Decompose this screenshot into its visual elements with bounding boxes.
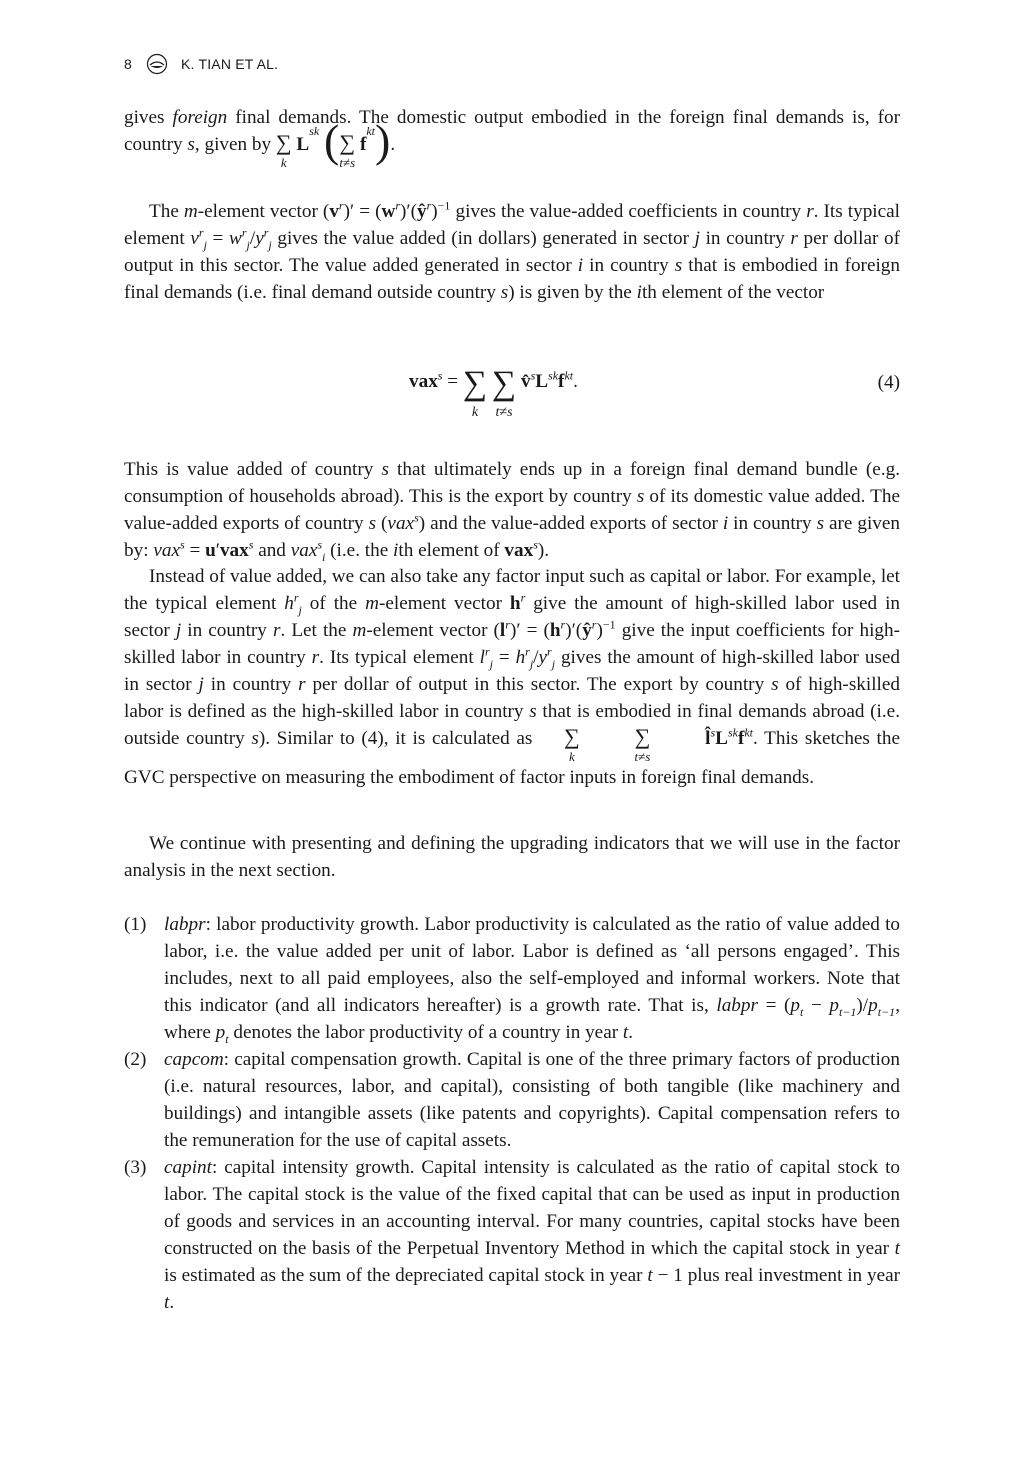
formula-pt: $p_t$: [215, 1022, 229, 1046]
running-header: [124, 53, 278, 75]
formula-vax-bold: vax$^s$).: [504, 537, 550, 561]
formula-h-vector: $h^r$: [509, 590, 526, 614]
formula-vax: vax$^s$ = ∑ k ∑ t≠s $v̂^sL^{sk}f^{kt}$.: [409, 365, 578, 420]
indicator-list: [124, 911, 900, 1316]
formula-typical-element-l: $l^r_j = h^r_j/y^r_j$: [479, 644, 556, 671]
formula-vax-u: vax$^s$ = u′vax$^s$: [153, 537, 254, 561]
paragraph-4: Instead of value added, we can also take any factor input such as capital or labor. For example, let the typical element $h^r_j$ of the m-element vector $h^r$ give the amount of high-skilled labor used in sector j in country r. Let the m-element vector $(l^r)'$ = $(h^r)'(ŷ^r)^{-1}$ give the input coefficients for high-skilled labor in country r. Its typical element $l^r_j = h^r_j/y^r_j$ gives the amount of high-skilled labor used in sector j in country r per dollar of output in this sector. The export by country s of high-skilled labor is defined as the high-skilled labor in country s that is embodied in final demands abroad (i.e. outside country s). Similar to (4), it is calculated as ∑ k ∑ t≠s $l̂^sL^{sk}f^{kt}$ . This sketches the GVC perspective on measuring the embodiment of factor inputs in foreign final demands.: [124, 566, 900, 788]
publisher-logo-icon: [146, 53, 168, 75]
paragraph-5: We continue with presenting and defining the upgrading indicators that we will use in the factor analysis in the next section.: [124, 833, 900, 881]
formula-labpr: labpr = $(p_t - p_{t-1})/p_{t-1}$: [716, 995, 896, 1019]
list-item: (3) capint: capital intensity growth. Capital intensity is calculated as the ratio of capital stock to labor. The capital stock is the value of the fixed capital that can be used as input in production of goods and services in an accounting interval. For many countries, capital stocks have been constructed on the basis of the Perpetual Inventory Method in which the capital stock in year t is estimated as the sum of the depreciated capital stock in year t − 1 plus real investment in year t.: [124, 1157, 900, 1313]
formula-typical-element-v: $v^r_j = w^r_j/y^r_j$: [190, 225, 272, 252]
paragraph-3: This is value added of country s that ultimately ends up in a foreign final demand bundle (e.g. consumption of households abroad). This is the export by country s of its domestic value added. The value-added exports of country s (vax$^s$) and the value-added exports of sector i in country s are given by: vax$^s$ = u′vax$^s$ and vax$^s_i$ (i.e. the ith element of vax$^s$).: [124, 459, 901, 564]
list-item: (1) labpr: labor productivity growth. Labor productivity is calculated as the ratio of value added to labor, i.e. the value added per unit of labor. Labor is defined as ‘all persons engaged’. This includes, next to all paid employees, also the self-employed and informal workers. Note that this indicator (and all indicators hereafter) is a growth rate. That is, labpr = $(p_t - p_{t-1})/p_{t-1}$, where $p_t$ denotes the labor productivity of a country in year t.: [124, 914, 900, 1046]
list-item: (2) capcom: capital compensation growth. Capital is one of the three primary factors of production (i.e. natural resources, labor, and capital), consisting of both tangible (like machinery and buildings) and intangible assets (like patents and copyrights). Capital compensation refers to the remuneration for the use of capital assets.: [124, 1049, 900, 1151]
formula-sum-L-f: ∑ k L sk ( ∑ t≠s f kt ) .: [275, 115, 396, 170]
formula-vax-i: vax$^s_i$: [290, 537, 326, 564]
paragraph-2: The m-element vector $(v^r)'$ = $(w^r)'(ŷ^r)^{-1}$ gives the value-added coefficients in country r. Its typical element $v^r_j = w^r_j/y^r_j$ gives the value added (in dollars) generated in sector j in country r per dollar of output in this sector. The value added generated in sector i in country s that is embodied in foreign final demands (i.e. final demand outside country s) is given by the ith element of the vector: [124, 198, 900, 303]
formula-sum-l-L-f: ∑ k ∑ t≠s $l̂^sL^{sk}f^{kt}$: [564, 724, 754, 764]
formula-h-element: $h^r_j$: [284, 590, 302, 617]
running-header-authors: K. TIAN ET AL.: [181, 56, 279, 72]
equation-4: [124, 365, 900, 425]
formula-vax-s: (vax$^s$): [381, 510, 426, 534]
paragraph-1: gives foreign final demands. The domestic output embodied in the foreign final demands is, for country s, given by ∑ k L sk ( ∑ t≠s f kt ) .: [124, 107, 900, 170]
formula-labor-coefficients: $(l^r)'$ = $(h^r)'(ŷ^r)^{-1}$: [493, 617, 616, 641]
equation-number: (4): [877, 372, 900, 393]
page-number: 8: [124, 56, 132, 72]
formula-value-added-coefficients: $(v^r)'$ = $(w^r)'(ŷ^r)^{-1}$: [322, 198, 451, 222]
